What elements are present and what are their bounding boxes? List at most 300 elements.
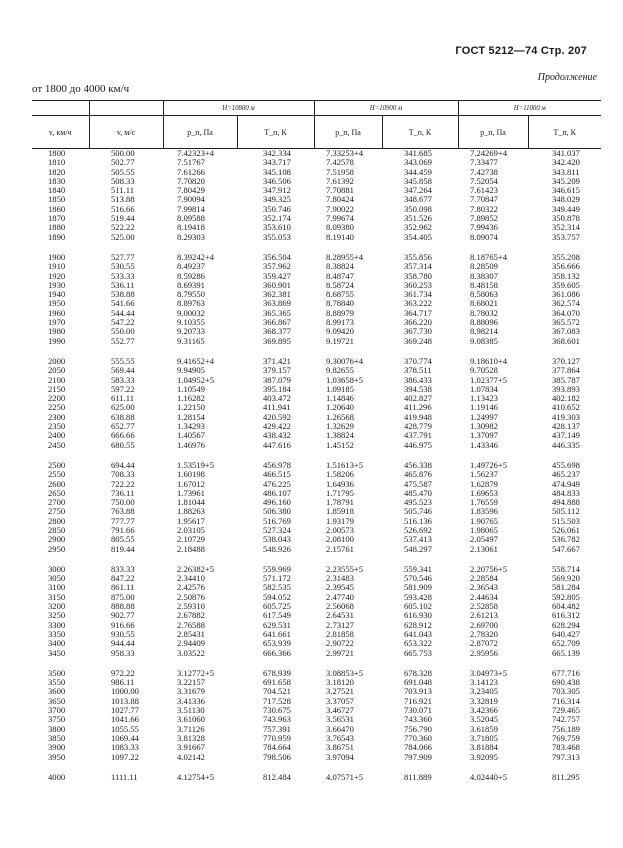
table-cell: 1950 [48, 298, 66, 309]
table-cell: 8.48747 [326, 270, 354, 281]
table-cell: 1820 [48, 166, 66, 177]
table-row [32, 649, 601, 658]
table-cell: 2.81858 [326, 628, 354, 639]
table-cell: 1.02377+5 [470, 374, 508, 385]
table-cell: 1880 [48, 222, 66, 233]
table-cell: 3700 [48, 705, 66, 716]
table-cell: 8.38307 [470, 270, 498, 281]
table-cell: 756.790 [404, 723, 432, 734]
table-cell: 1.07834 [470, 383, 498, 394]
table-cell: 341.037 [552, 148, 580, 158]
table-cell: 526.692 [404, 524, 432, 535]
table-cell: 616.312 [552, 610, 580, 621]
table-cell: 628.294 [552, 619, 580, 630]
table-cell: 797.909 [404, 751, 432, 762]
table-cell: 402.182 [552, 393, 580, 404]
table-cell: 4.07571+5 [326, 771, 364, 782]
table-cell: 419.303 [552, 411, 580, 422]
table-cell: 1860 [48, 203, 66, 214]
table-cell: 1.40567 [177, 430, 205, 441]
table-cell: 2.44634 [470, 591, 498, 602]
table-cell: 1.19146 [470, 402, 498, 413]
table-cell: 1.10549 [177, 383, 205, 394]
table-cell: 516.66 [111, 203, 135, 214]
table-cell: 355.208 [552, 251, 580, 262]
table-cell: 455.698 [552, 459, 580, 470]
table-cell: 680.55 [111, 439, 135, 450]
table-cell: 505.746 [404, 506, 432, 517]
table-cell: 1.32629 [326, 421, 354, 432]
table-cell: 1027.77 [111, 705, 139, 716]
table-row [32, 441, 601, 450]
column-header: T_п, К [382, 116, 458, 149]
table-cell: 496.160 [263, 497, 291, 508]
table-cell: 593.428 [404, 591, 432, 602]
table-cell: 9.18610+4 [470, 355, 508, 366]
table-cell: 506.380 [263, 506, 291, 517]
table-cell: 538.88 [111, 289, 135, 300]
table-cell: 8.59286 [177, 270, 205, 281]
table-cell: 1.69653 [470, 487, 498, 498]
table-cell: 3300 [48, 619, 66, 630]
table-cell: 505.55 [111, 166, 135, 177]
table-cell: 7.89852 [470, 213, 498, 224]
table-cell: 347.912 [263, 185, 291, 196]
table-cell: 2.56068 [326, 601, 354, 612]
table-cell: 3350 [48, 628, 66, 639]
table-cell: 494.888 [552, 497, 580, 508]
table-cell: 678.939 [263, 667, 291, 678]
column-header: v, м/с [89, 116, 163, 149]
table-cell: 438.432 [263, 430, 291, 441]
table-cell: 1.30982 [470, 421, 498, 432]
table-cell: 345.108 [263, 166, 291, 177]
table-cell: 2.08100 [326, 534, 354, 545]
table-cell: 2150 [48, 383, 66, 394]
table-cell: 708.33 [111, 469, 135, 480]
table-cell: 653.939 [263, 638, 291, 649]
table-cell: 7.99436 [470, 222, 498, 233]
table-cell: 729.465 [552, 705, 580, 716]
table-cell: 368.601 [552, 335, 580, 346]
table-cell: 1.76559 [470, 497, 498, 508]
table-cell: 571.172 [263, 573, 291, 584]
table-cell: 1890 [48, 231, 66, 242]
table-cell: 343.717 [263, 157, 291, 168]
table-cell: 9.08385 [470, 335, 498, 346]
table-cell: 541.66 [111, 298, 135, 309]
table-cell: 346.615 [552, 185, 580, 196]
table-cell: 559.341 [404, 563, 432, 574]
table-cell: 1.98065 [470, 524, 498, 535]
table-cell: 1.73961 [177, 487, 205, 498]
table-cell: 429.422 [263, 421, 291, 432]
table-cell: 515.503 [552, 515, 580, 526]
table-cell: 1920 [48, 270, 66, 281]
table-cell: 750.00 [111, 497, 135, 508]
table-cell: 3.86751 [326, 742, 354, 753]
table-cell: 359.427 [263, 270, 291, 281]
table-cell: 2.26382+5 [177, 563, 215, 574]
table-cell: 1.45152 [326, 439, 354, 450]
table-cell: 9.41652+4 [177, 355, 215, 366]
table-cell: 342.420 [552, 157, 580, 168]
table-cell: 1083.33 [111, 742, 139, 753]
table-cell: 1830 [48, 175, 66, 186]
table-cell: 1.62879 [470, 478, 498, 489]
table-cell: 8.19418 [177, 222, 205, 233]
table-cell: 1.81044 [177, 497, 205, 508]
table-cell: 8.78840 [326, 298, 354, 309]
table-cell: 3250 [48, 610, 66, 621]
table-cell: 544.44 [111, 307, 135, 318]
table-cell: 1041.66 [111, 714, 139, 725]
table-cell: 704.521 [263, 686, 291, 697]
table-cell: 2.76588 [177, 619, 205, 630]
table-cell: 665.139 [552, 647, 580, 658]
table-cell: 367.083 [552, 326, 580, 337]
table-cell: 2.31483 [326, 573, 354, 584]
table-cell: 2800 [48, 515, 66, 526]
table-cell: 691.048 [404, 677, 432, 688]
table-cell: 861.11 [111, 582, 135, 593]
table-cell: 972.22 [111, 667, 135, 678]
table-cell: 2.10729 [177, 534, 205, 545]
table-cell: 716.921 [404, 695, 432, 706]
table-cell: 2.99721 [326, 647, 354, 658]
table-body [32, 149, 601, 783]
table-cell: 8.78032 [470, 307, 498, 318]
table-cell: 446.975 [404, 439, 432, 450]
table-cell: 2300 [48, 411, 66, 422]
table-cell: 8.09588 [177, 213, 205, 224]
table-cell: 352.962 [404, 222, 432, 233]
table-cell: 2.23555+5 [326, 563, 364, 574]
column-header-row [32, 116, 601, 149]
table-cell: 1900 [48, 251, 66, 262]
table-cell: 4.02142 [177, 751, 205, 762]
table-cell: 366.867 [263, 317, 291, 328]
table-cell: 9.30076+4 [326, 355, 364, 366]
table-cell: 7.90094 [177, 194, 205, 205]
table-cell: 516.136 [404, 515, 432, 526]
table-cell: 486.107 [263, 487, 291, 498]
table-cell: 716.314 [552, 695, 580, 706]
table-cell: 665.753 [404, 647, 432, 658]
table-cell: 8.79550 [177, 289, 205, 300]
table-cell: 916.66 [111, 619, 135, 630]
table-cell: 484.833 [552, 487, 580, 498]
table-cell: 1069.44 [111, 732, 139, 743]
table-cell: 641.043 [404, 628, 432, 639]
table-cell: 538.043 [263, 534, 291, 545]
table-cell: 351.526 [404, 213, 432, 224]
table-cell: 3.08853+5 [326, 667, 364, 678]
table-cell: 1840 [48, 185, 66, 196]
table-cell: 783.468 [552, 742, 580, 753]
table-cell: 1.49726+5 [470, 459, 508, 470]
table-cell: 875.00 [111, 591, 135, 602]
table-cell: 2.39545 [326, 582, 354, 593]
table-cell: 756.189 [552, 723, 580, 734]
table-cell: 3.76543 [326, 732, 354, 743]
table-cell: 522.22 [111, 222, 135, 233]
table-cell: 526.061 [552, 524, 580, 535]
table-cell: 604.482 [552, 601, 580, 612]
table-cell: 513.88 [111, 194, 135, 205]
table-cell: 605.725 [263, 601, 291, 612]
table-cell: 1.37097 [470, 430, 498, 441]
table-cell: 9.20733 [177, 326, 205, 337]
table-cell: 8.09380 [326, 222, 354, 233]
table-cell: 2900 [48, 534, 66, 545]
table-cell: 1.14846 [326, 393, 354, 404]
table-cell: 1960 [48, 307, 66, 318]
table-cell: 581.284 [552, 582, 580, 593]
table-cell: 2.05497 [470, 534, 498, 545]
table-cell: 811.889 [404, 771, 432, 782]
table-cell: 703.913 [404, 686, 432, 697]
table-cell: 3.12772+5 [177, 667, 215, 678]
table-cell: 364.070 [552, 307, 580, 318]
table-cell: 902.77 [111, 610, 135, 621]
table-cell: 2000 [48, 355, 66, 366]
table-cell: 3.37057 [326, 695, 354, 706]
table-cell: 2.52858 [470, 601, 498, 612]
table-cell: 1800 [48, 148, 66, 158]
table-cell: 812.484 [263, 771, 291, 782]
table-cell: 1111.11 [111, 771, 138, 782]
table-cell: 3950 [48, 751, 66, 762]
table-cell: 678.328 [404, 667, 432, 678]
table-cell: 2950 [48, 543, 66, 554]
table-cell: 8.99173 [326, 317, 354, 328]
table-cell: 495.523 [404, 497, 432, 508]
table-cell: 516.769 [263, 515, 291, 526]
table-cell: 797.313 [552, 751, 580, 762]
table-cell: 3.27521 [326, 686, 354, 697]
page-header: ГОСТ 5212—74 Стр. 207 [455, 45, 587, 57]
table-cell: 9.70528 [470, 365, 498, 376]
table-cell: 7.24269+4 [470, 148, 508, 158]
table-cell: 784.664 [263, 742, 291, 753]
table-cell: 502.77 [111, 157, 135, 168]
table-cell: 7.80322 [470, 203, 498, 214]
table-cell: 363.869 [263, 298, 291, 309]
table-cell: 1000.00 [111, 686, 139, 697]
table-cell: 341.685 [404, 148, 432, 158]
table-cell: 8.38824 [326, 261, 354, 272]
table-cell: 394.538 [404, 383, 432, 394]
table-cell: 3.04973+5 [470, 667, 508, 678]
table-cell: 7.70847 [470, 194, 498, 205]
table-cell: 3600 [48, 686, 66, 697]
table-cell: 3.52045 [470, 714, 498, 725]
table-cell: 847.22 [111, 573, 135, 584]
table-cell: 730.675 [263, 705, 291, 716]
table-cell: 550.00 [111, 326, 135, 337]
table-cell: 677.716 [552, 667, 580, 678]
table-cell: 7.90022 [326, 203, 354, 214]
table-cell: 7.61266 [177, 166, 205, 177]
table-cell: 1.85918 [326, 506, 354, 517]
table-cell: 1870 [48, 213, 66, 224]
table-cell: 1.38824 [326, 430, 354, 441]
table-cell: 474.949 [552, 478, 580, 489]
table-cell: 1.83596 [470, 506, 498, 517]
table-cell: 3.51130 [177, 705, 205, 716]
table-cell: 8.19140 [326, 231, 354, 242]
table-cell: 769.759 [552, 732, 580, 743]
table-cell: 3550 [48, 677, 66, 688]
table-cell: 525.00 [111, 231, 135, 242]
table-cell: 7.51958 [326, 166, 354, 177]
table-cell: 3.46727 [326, 705, 354, 716]
table-cell: 2850 [48, 524, 66, 535]
table-cell: 736.11 [111, 487, 135, 498]
table-cell: 1970 [48, 317, 66, 328]
table-cell: 548.297 [404, 543, 432, 554]
table-cell: 411.941 [263, 402, 291, 413]
group-header-row [32, 101, 601, 116]
table-cell: 717.528 [263, 695, 291, 706]
table-cell: 358.132 [552, 270, 580, 281]
table-cell: 777.77 [111, 515, 135, 526]
table-cell: 1.58206 [326, 469, 354, 480]
table-cell: 345.858 [404, 175, 432, 186]
table-cell: 3400 [48, 638, 66, 649]
table-cell: 3500 [48, 667, 66, 678]
table-cell: 1.56237 [470, 469, 498, 480]
table-cell: 569.920 [552, 573, 580, 584]
table-cell: 1013.88 [111, 695, 139, 706]
table-cell: 547.667 [552, 543, 580, 554]
table-cell: 1.24997 [470, 411, 498, 422]
table-cell: 611.11 [111, 393, 134, 404]
table-cell: 357.314 [404, 261, 432, 272]
table-cell: 345.209 [552, 175, 580, 186]
table-cell: 8.98214 [470, 326, 498, 337]
table-cell: 4000 [48, 771, 66, 782]
table-cell: 811.295 [552, 771, 580, 782]
table-cell: 363.222 [404, 298, 432, 309]
table-cell: 581.909 [404, 582, 432, 593]
table-cell: 1980 [48, 326, 66, 337]
table-cell: 362.574 [552, 298, 580, 309]
table-cell: 362.381 [263, 289, 291, 300]
table-cell: 358.780 [404, 270, 432, 281]
table-cell: 2500 [48, 459, 66, 470]
table-cell: 2.67882 [177, 610, 205, 621]
table-cell: 511.11 [111, 185, 134, 196]
table-cell: 395.184 [263, 383, 291, 394]
table-cell: 730.071 [404, 705, 432, 716]
table-cell: 359.605 [552, 279, 580, 290]
table-cell: 370.127 [552, 355, 580, 366]
column-header: v, км/ч [32, 116, 89, 149]
table-cell: 3750 [48, 714, 66, 725]
table-cell: 8.49237 [177, 261, 205, 272]
table-cell: 346.506 [263, 175, 291, 186]
table-cell: 2600 [48, 478, 66, 489]
table-cell: 7.33477 [470, 157, 498, 168]
table-cell: 3.92095 [470, 751, 498, 762]
table-cell: 548.926 [263, 543, 291, 554]
table-cell: 361.086 [552, 289, 580, 300]
table-cell: 616.930 [404, 610, 432, 621]
table-cell: 536.782 [552, 534, 580, 545]
table-cell: 641.661 [263, 628, 291, 639]
table-cell: 2.18488 [177, 543, 205, 554]
table-cell: 527.77 [111, 251, 135, 262]
table-cell: 1.53519+5 [177, 459, 215, 470]
table-cell: 446.335 [552, 439, 580, 450]
table-cell: 3900 [48, 742, 66, 753]
table-cell: 419.948 [404, 411, 432, 422]
table-cell: 466.515 [263, 469, 291, 480]
table-cell: 3200 [48, 601, 66, 612]
table-cell: 888.88 [111, 601, 135, 612]
table-cell: 743.360 [404, 714, 432, 725]
table-cell: 2400 [48, 430, 66, 441]
table-cell: 763.88 [111, 506, 135, 517]
table-cell: 505.112 [552, 506, 580, 517]
table-cell: 559.969 [263, 563, 291, 574]
table-cell: 530.55 [111, 261, 135, 272]
table-cell: 742.757 [552, 714, 580, 725]
table-cell: 350.746 [263, 203, 291, 214]
table-cell: 569.44 [111, 365, 135, 376]
table-cell: 447.616 [263, 439, 291, 450]
table-cell: 9.19721 [326, 335, 354, 346]
table-cell: 3.22157 [177, 677, 205, 688]
continuation-label: Продолжение [537, 72, 597, 83]
table-cell: 552.77 [111, 335, 135, 346]
table-cell: 437.149 [552, 430, 580, 441]
table-cell: 508.33 [111, 175, 135, 186]
table-cell: 7.42323+4 [177, 148, 215, 158]
table-cell: 9.82655 [326, 365, 354, 376]
table-cell: 2.34410 [177, 573, 205, 584]
table-cell: 347.264 [404, 185, 432, 196]
table-cell: 1810 [48, 157, 66, 168]
table-cell: 770.959 [263, 732, 291, 743]
table-cell: 592.805 [552, 591, 580, 602]
table-cell: 3100 [48, 582, 66, 593]
table-cell: 366.220 [404, 317, 432, 328]
table-cell: 944.44 [111, 638, 135, 649]
table-cell: 360.253 [404, 279, 432, 290]
table-cell: 2.61213 [470, 610, 498, 621]
table-cell: 2.42576 [177, 582, 205, 593]
table-cell: 3.18120 [326, 677, 354, 688]
table-cell: 500.00 [111, 148, 135, 158]
table-cell: 757.391 [263, 723, 291, 734]
table-cell: 8.69391 [177, 279, 205, 290]
table-cell: 353.757 [552, 231, 580, 242]
table-cell: 364.717 [404, 307, 432, 318]
table-cell: 1850 [48, 194, 66, 205]
table-cell: 558.714 [552, 563, 580, 574]
table-cell: 1.95617 [177, 515, 205, 526]
table-cell: 2200 [48, 393, 66, 404]
table-cell: 640.427 [552, 628, 580, 639]
table-cell: 377.864 [552, 365, 580, 376]
table-cell: 1.67012 [177, 478, 205, 489]
table-cell: 403.472 [263, 393, 291, 404]
table-cell: 3.81328 [177, 732, 205, 743]
table-cell: 3.66470 [326, 723, 354, 734]
